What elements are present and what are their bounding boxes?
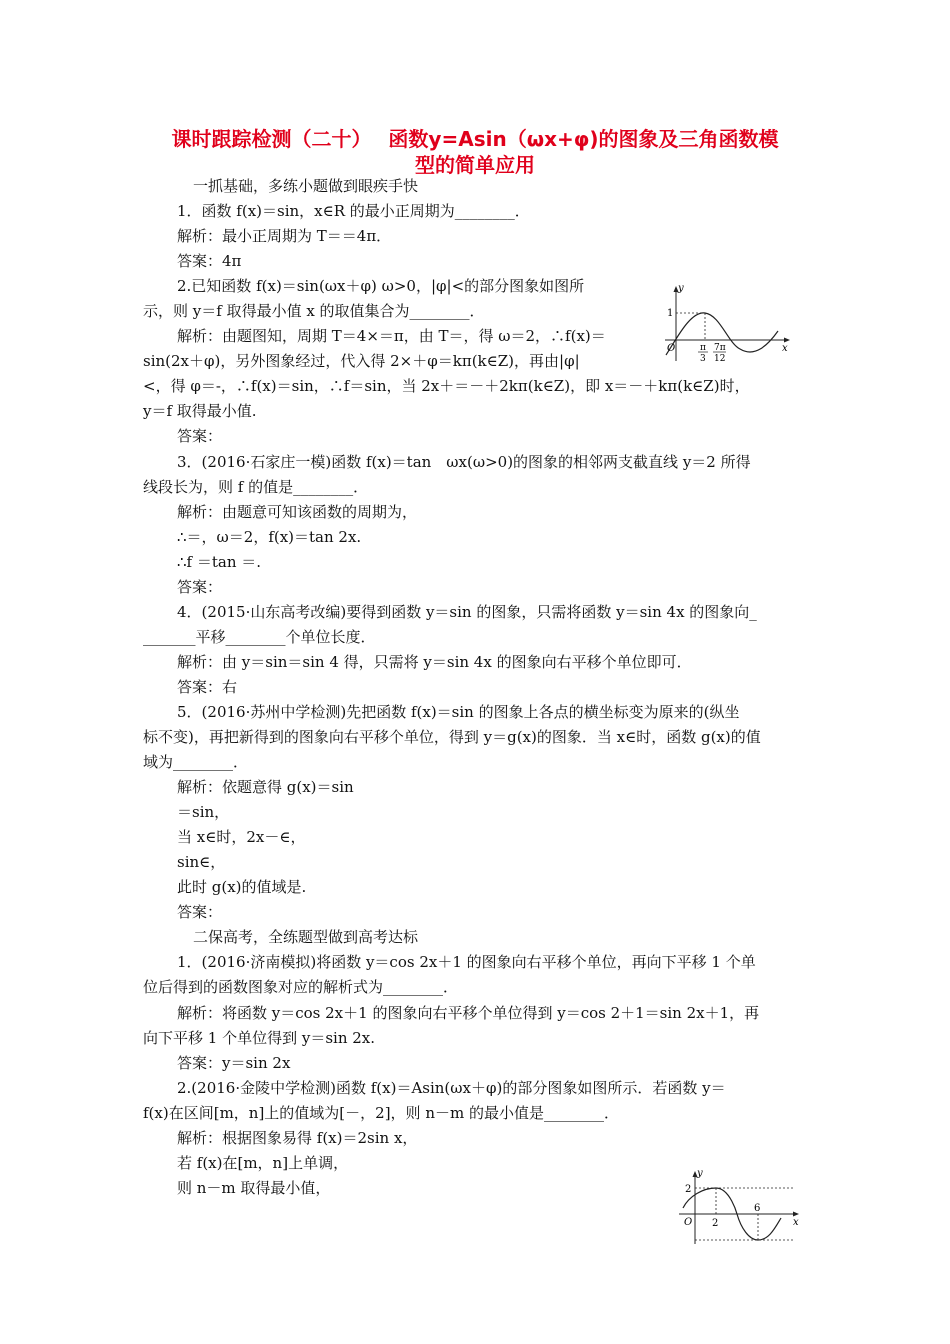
x-axis-label: x	[782, 343, 788, 354]
solution-line: <，得 φ＝-，∴f(x)＝sin，∴f＝sin，当 2x＋＝－＋2kπ(k∈Z)，即 x＝－＋kπ(k∈Z)时，	[143, 377, 750, 395]
y-tick-1: 1	[667, 308, 674, 319]
solution-line: 解析：由题意可知该函数的周期为，	[177, 503, 418, 521]
sine-graph-2-svg	[675, 1168, 805, 1248]
solution-line: 解析：最小正周期为 T＝＝4π．	[177, 227, 392, 245]
problem-line: 2.(2016·金陵中学检测)函数 f(x)＝Asin(ωx＋φ)的部分图象如图所示．若函数 y＝	[177, 1079, 726, 1097]
x-tick-7pi-over-12-den: 12	[714, 354, 726, 363]
answer-line: 答案：4π	[177, 252, 242, 270]
x-axis-label: x	[793, 1217, 799, 1228]
solution-line: 解析：由 y＝sin＝sin 4 得，只需将 y＝sin 4x 的图象向右平移个单位即可．	[177, 653, 692, 671]
answer-line: 答案：	[177, 578, 223, 596]
problem-line: 示，则 y＝f 取得最小值 x 的取值集合为________．	[143, 302, 485, 320]
answer-line: 答案：	[177, 903, 223, 921]
problem-line: 1．(2016·济南模拟)将函数 y＝cos 2x＋1 的图象向右平移个单位，再向下平移 1 个单	[177, 953, 756, 971]
x-tick-2: 2	[712, 1218, 719, 1229]
solution-line: sin(2x＋φ)，另外图象经过，代入得 2×＋φ＝kπ(k∈Z)，再由|φ|	[143, 352, 580, 370]
solution-line: ＝sin，	[177, 803, 230, 821]
solution-line: 解析：根据图象易得 f(x)＝2sin x，	[177, 1129, 418, 1147]
solution-line: 此时 g(x)的值域是.	[177, 878, 307, 896]
solution-line: ∴＝，ω＝2，f(x)＝tan 2x.	[177, 528, 362, 546]
solution-line: y＝f 取得最小值.	[143, 402, 257, 420]
x-axis-arrow	[793, 1212, 799, 1217]
origin-label: O	[684, 1217, 693, 1228]
problem-line: 5．(2016·苏州中学检测)先把函数 f(x)＝sin 的图象上各点的横坐标变为原来的(纵坐	[177, 703, 740, 721]
solution-line: 向下平移 1 个单位得到 y＝sin 2x.	[143, 1029, 376, 1047]
problem-line: 4．(2015·山东高考改编)要得到函数 y＝sin 的图象，只需将函数 y＝sin 4x 的图象向_	[177, 603, 757, 621]
problem-line: 2.已知函数 f(x)＝sin(ωx＋φ) ω>0，|φ|<的部分图象如图所	[177, 277, 585, 295]
solution-line: sin∈，	[177, 853, 226, 871]
x-tick-7pi-over-12-num: 7π	[714, 343, 726, 353]
y-tick-2: 2	[685, 1184, 692, 1195]
solution-line: ∴f ＝tan ＝.	[177, 553, 262, 571]
x-tick-6: 6	[754, 1203, 761, 1214]
problem-line: 3．(2016·石家庄一模)函数 f(x)＝tan ωx(ω>0)的图象的相邻两支截直线 y＝2 所得	[177, 453, 751, 471]
problem-line: f(x)在区间[m，n]上的值域为[－，2]，则 n－m 的最小值是________．	[143, 1104, 619, 1122]
answer-line: 答案：y＝sin 2x	[177, 1054, 291, 1072]
section-heading-basic: 一抓基础，多练小题做到眼疾手快	[193, 177, 419, 195]
solution-line: 解析：依题意得 g(x)＝sin	[177, 778, 354, 796]
problem-line: 线段长为，则 f 的值是________．	[143, 478, 369, 496]
problem-line: 标不变)，再把新得到的图象向右平移个单位，得到 y＝g(x)的图象．当 x∈时，函数 g(x)的值	[143, 728, 761, 746]
sine-graph-figure-1	[660, 283, 795, 367]
problem-line: 域为________．	[143, 753, 249, 771]
problem-line: 位后得到的函数图象对应的解析式为________．	[143, 978, 459, 996]
problem-line: 1．函数 f(x)＝sin，x∈R 的最小正周期为________．	[177, 202, 530, 220]
x-axis-arrow	[784, 338, 790, 343]
sine-graph-1-svg	[660, 283, 795, 363]
x-tick-pi-over-3-num: π	[700, 343, 706, 353]
problem-line: _______平移________个单位长度．	[143, 628, 376, 646]
solution-line: 当 x∈时，2x－∈，	[177, 828, 306, 846]
origin-label: O	[667, 343, 676, 354]
answer-line: 答案：右	[177, 678, 238, 696]
solution-line: 解析：由题图知，周期 T＝4×＝π，由 T＝，得 ω＝2，∴f(x)＝	[177, 327, 606, 345]
y-axis-label: y	[678, 283, 684, 294]
page-title-line2: 型的简单应用	[415, 153, 535, 177]
section-heading-advanced: 二保高考，全练题型做到高考达标	[193, 928, 419, 946]
sine-graph-figure-2	[675, 1168, 805, 1252]
x-tick-pi-over-3-den: 3	[700, 354, 706, 363]
answer-line: 答案：	[177, 427, 223, 445]
page-title-line1: 课时跟踪检测（二十） 函数y=Asin（ωx+φ)的图象及三角函数模	[171, 127, 779, 151]
solution-line: 解析：将函数 y＝cos 2x＋1 的图象向右平移个单位得到 y＝cos 2＋1＝sin 2x＋1，再	[177, 1004, 760, 1022]
solution-line: 则 n－m 取得最小值，	[177, 1179, 331, 1197]
y-axis-label: y	[697, 1168, 703, 1179]
solution-line: 若 f(x)在[m，n]上单调，	[177, 1154, 349, 1172]
